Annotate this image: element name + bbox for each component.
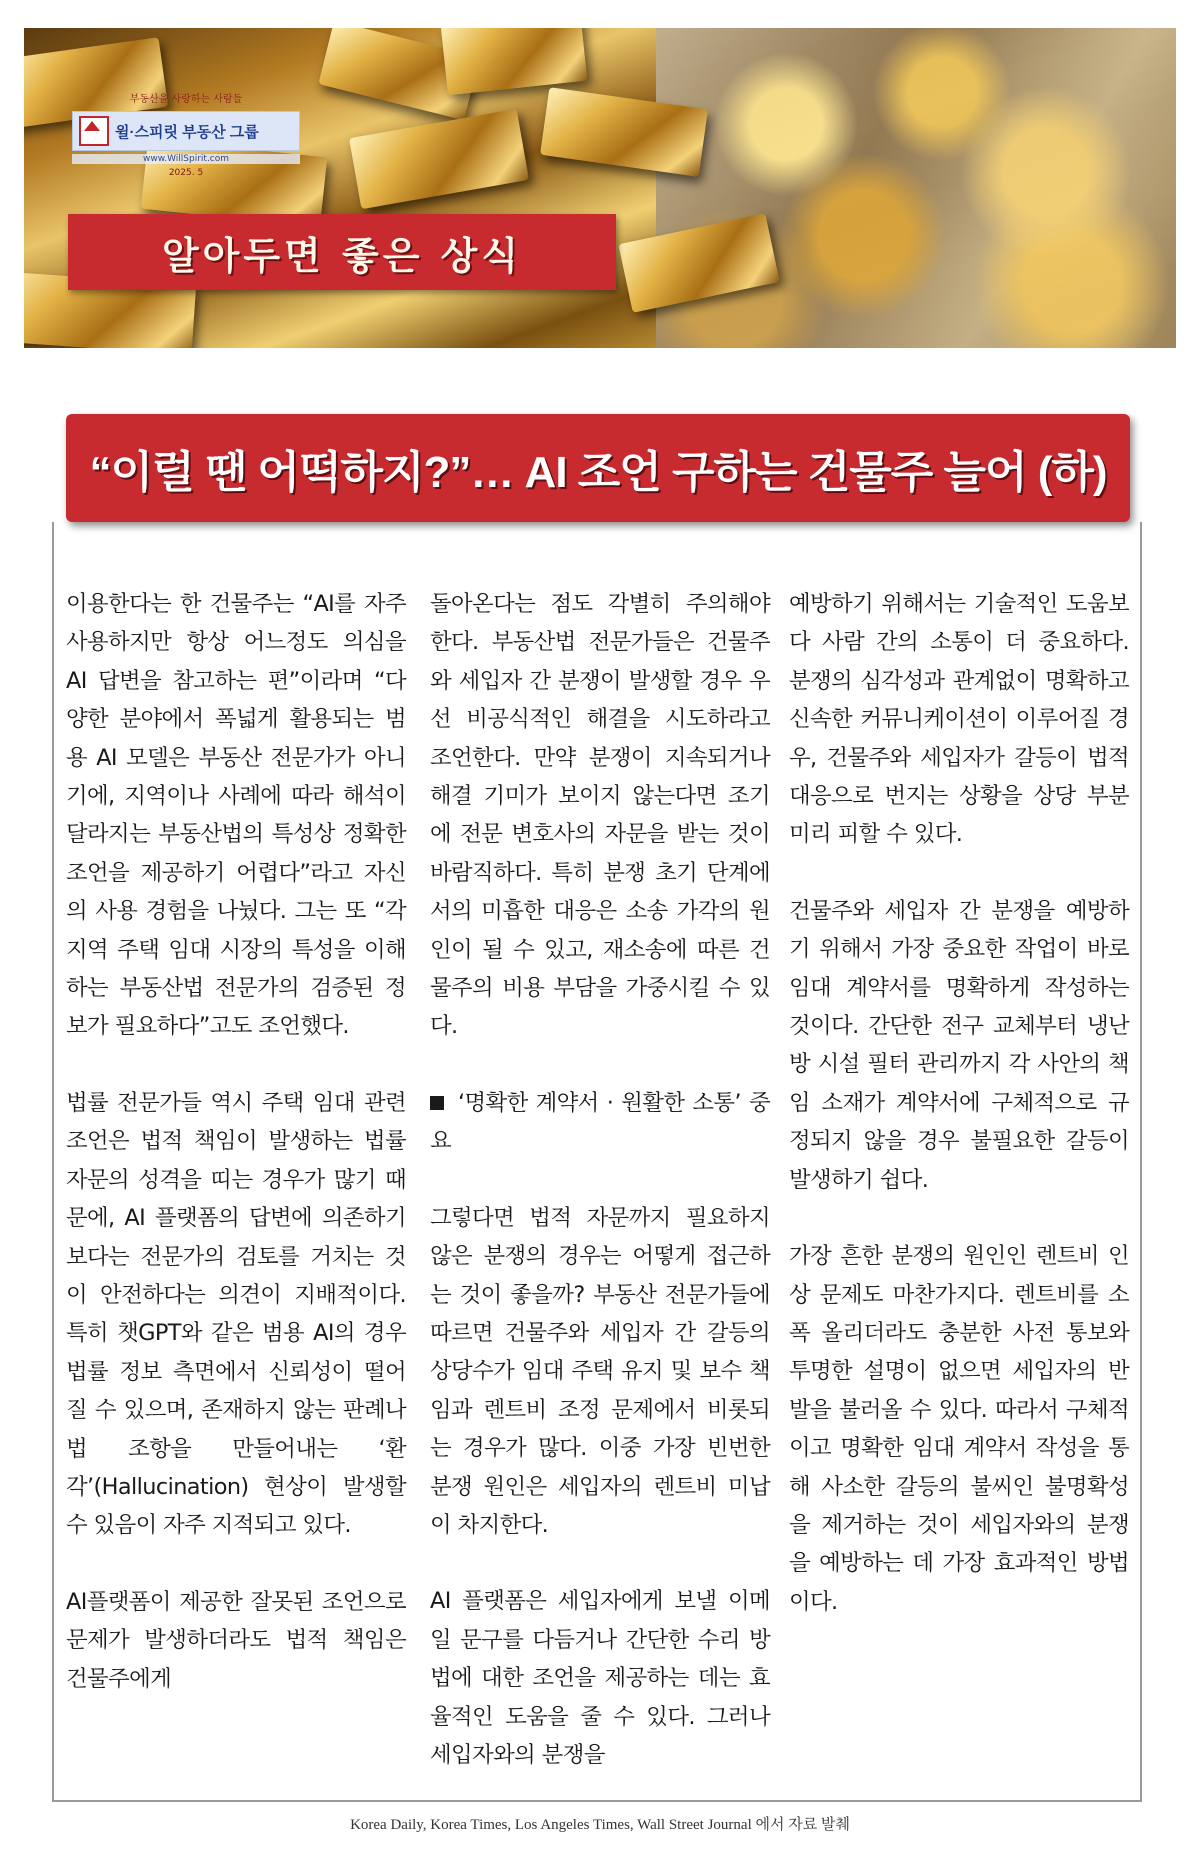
paragraph: 돌아온다는 점도 각별히 주의해야 한다. 부동산법 전문가들은 건물주와 세입자 간 분쟁이 발생할 경우 우선 비공식적인 해결을 시도하라고 조언한다. 만약 분쟁이 지속되거나 해결 기미가 보이지 않는다면 조기에 전문 변호사의 자문을 받는 것이 바람직하다. 특히 분쟁 초기 단계에서의 미흡한 대응은 소송 가각의 원인이 될 수 있고, 재소송에 따른 건물주의 비용 부담을 가중시킬 수 있다. [430,591,770,1040]
banner-title-box [68,214,616,290]
logo-name: 윌·스피릿 부동산 그룹 [115,123,259,141]
header-banner [24,28,1176,348]
gold-bar-image [441,28,588,95]
logo-url: www.WillSpirit.com [72,154,300,164]
paragraph: 이용한다는 한 건물주는 “AI를 자주 사용하지만 항상 어느정도 의심을 AI 답변을 참고하는 편”이라며 “다양한 분야에서 폭넓게 활용되는 범용 AI 모델은 부동산 전문가가 아니기에, 지역이나 사례에 따라 해석이 달라지는 부동산법의 특성상 정확한 조언을 제공하기 어렵다”라고 자신의 사용 경험을 나눴다. 그는 또 “각 지역 주택 임대 시장의 특성을 이해하는 부동산법 전문가의 검증된 정보가 필요하다”고도 조언했다. [66,591,406,1040]
headline-box [66,414,1130,522]
gold-bar-image [349,109,529,209]
section-subheading [430,1084,770,1161]
article-column-1 [66,585,406,1736]
banner-title: 알아두면 좋은 상식 [161,232,523,278]
paragraph: 예방하기 위해서는 기술적인 도움보다 사람 간의 소통이 더 중요하다. 분쟁의 심각성과 관계없이 명확하고 신속한 커뮤니케이션이 이루어질 경우, 건물주와 세입자가 갈등이 법적 대응으로 번지는 상황을 상당 부분 미리 피할 수 있다. [789,591,1129,848]
source-footer: Korea Daily, Korea Times, Los Angeles Times, Wall Street Journal 에서 자료 발췌 [350,1817,850,1833]
logo-row [72,111,300,151]
gold-nuggets-image [656,28,1176,348]
logo-date: 2025. 5 [168,168,204,178]
logo-tagline: 부동산을 사랑하는 사람들 [129,94,243,105]
company-logo [72,90,300,194]
paragraph: 그렇다면 법적 자문까지 필요하지 않은 분쟁의 경우는 어떻게 접근하는 것이 좋을까? 부동산 전문가들에 따르면 건물주와 세입자 간 갈등의 상당수가 임대 주택 유지 및 보수 책임과 렌트비 조정 문제에서 비롯되는 경우가 많다. 이중 가장 빈번한 분쟁 원인은 세입자의 렌트비 미납이 차지한다. [430,1204,770,1538]
paragraph: 건물주와 세입자 간 분쟁을 예방하기 위해서 가장 중요한 작업이 바로 임대 계약서를 명확하게 작성하는 것이다. 간단한 전구 교체부터 냉난방 시설 필터 관리까지 각 사안의 책임 소재가 계약서에 구체적으로 규정되지 않을 경우 불필요한 갈등이 발생하기 쉽다. [789,897,1129,1193]
paragraph: 가장 흔한 분쟁의 원인인 렌트비 인상 문제도 마찬가지다. 렌트비를 소폭 올리더라도 충분한 사전 통보와 투명한 설명이 없으면 세입자의 반발을 불러올 수 있다. 따라서 구체적이고 명확한 임대 계약서 작성을 통해 사소한 갈등의 불씨인 불명확성을 제거하는 것이 세입자와의 분쟁을 예방하는 데 가장 효과적인 방법이다. [789,1243,1129,1615]
paragraph: AI 플랫폼은 세입자에게 보낼 이메일 문구를 다듬거나 간단한 수리 방법에 대한 조언을 제공하는 데는 효율적인 도움을 줄 수 있다. 그러나 세입자와의 분쟁을 [430,1588,770,1768]
house-logo-icon [79,116,109,146]
article-column-3 [789,585,1129,1659]
square-bullet-icon [430,1096,444,1110]
paragraph: 법률 전문가들 역시 주택 임대 관련 조언은 법적 책임이 발생하는 법률 자문의 성격을 띠는 경우가 많기 때문에, AI 플랫폼의 답변에 의존하기보다는 전문가의 검토를 거치는 것이 안전하다는 의견이 지배적이다. 특히 챗GPT와 같은 범용 AI의 경우 법률 정보 측면에서 신뢰성이 떨어질 수 있으며, 존재하지 않는 판례나 법 조항을 만들어내는 ‘환각’(Hallucination) 현상이 발생할 수 있음이 자주 지적되고 있다. [66,1089,406,1539]
article-column-2 [430,585,770,1812]
article-headline: “이럴 땐 어떡하지?”… AI 조언 구하는 건물주 늘어 (하) [89,448,1107,497]
subheading-text: ‘명확한 계약서 · 원활한 소통’ 중요 [430,1089,770,1155]
paragraph: AI플랫폼이 제공한 잘못된 조언으로 문제가 발생하더라도 법적 책임은 건물주에게 [66,1588,406,1692]
